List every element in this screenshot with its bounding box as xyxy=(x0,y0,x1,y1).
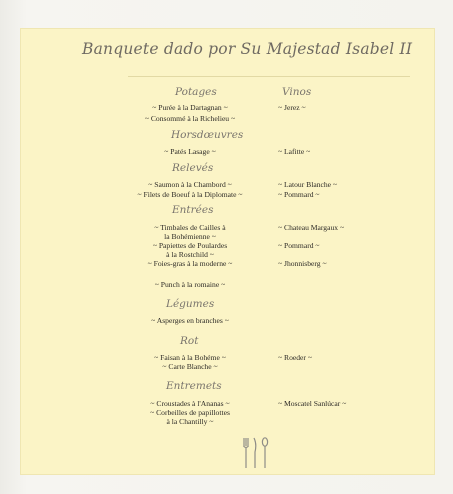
heading-legumes: Légumes xyxy=(166,298,215,310)
heading-wines: Vinos xyxy=(282,86,312,98)
heading-roti: Rot xyxy=(180,335,199,347)
dish-faisan: ~ Faisan à la Bohéme ~ xyxy=(154,353,226,362)
heading-entremets: Entremets xyxy=(166,380,222,392)
fork-knife-spoon-icon xyxy=(240,436,272,470)
wine-lafitte: ~ Lafitte ~ xyxy=(278,147,311,156)
wine-moscatel: ~ Moscatel Sanlúcar ~ xyxy=(278,399,347,408)
dish-corbeilles-line-2: à la Chantilly ~ xyxy=(166,417,214,426)
dish-papiettes-line-1: ~ Papiettes de Poulardes xyxy=(152,241,228,250)
dish-pates: ~ Patés Lasage ~ xyxy=(164,147,216,156)
dish-corbeilles-line-1: ~ Corbeilles de papillottes xyxy=(150,408,230,417)
wine-jhonnisberg: ~ Jhonnisberg ~ xyxy=(278,259,327,268)
menu-card xyxy=(20,28,435,475)
wine-latour: ~ Latour Blanche ~ xyxy=(278,180,338,189)
dish-filets: ~ Filets de Boeuf à la Diplomate ~ xyxy=(137,190,243,199)
dish-timbales-line-1: ~ Timbales de Cailles à xyxy=(154,223,226,232)
dish-timbales-line-2: la Bohémienne ~ xyxy=(164,232,216,241)
wine-jerez: ~ Jerez ~ xyxy=(278,103,306,112)
dish-saumon: ~ Saumon à la Chambord ~ xyxy=(148,180,232,189)
dish-papiettes-line-2: à la Rostchild ~ xyxy=(166,250,214,259)
dish-punch: ~ Punch à la romaine ~ xyxy=(154,280,226,289)
dish-asperges: ~ Asperges en branches ~ xyxy=(151,316,229,325)
heading-potages: Potages xyxy=(175,86,217,98)
wine-pommard-2: ~ Pommard ~ xyxy=(278,241,320,250)
dish-foies: ~ Foies-gras à la moderne ~ xyxy=(147,259,233,268)
wine-chateau: ~ Chateau Margaux ~ xyxy=(278,223,345,232)
dish-consomme: ~ Consommé à la Richelieu ~ xyxy=(144,114,236,123)
heading-entrees: Entrées xyxy=(172,204,214,216)
wine-pommard-1: ~ Pommard ~ xyxy=(278,190,320,199)
title-divider xyxy=(128,76,410,77)
dish-croustades: ~ Croustades à l'Ananas ~ xyxy=(150,399,230,408)
dish-puree: ~ Purée à la Dartagnan ~ xyxy=(152,103,228,112)
heading-hors-doeuvres: Horsdœuvres xyxy=(171,129,244,141)
wine-roeder: ~ Roeder ~ xyxy=(278,353,312,362)
heading-releves: Relevés xyxy=(172,162,214,174)
dish-carte-blanche: ~ Carte Blanche ~ xyxy=(162,362,218,371)
menu-title: Banquete dado por Su Majestad Isabel II xyxy=(82,40,413,58)
